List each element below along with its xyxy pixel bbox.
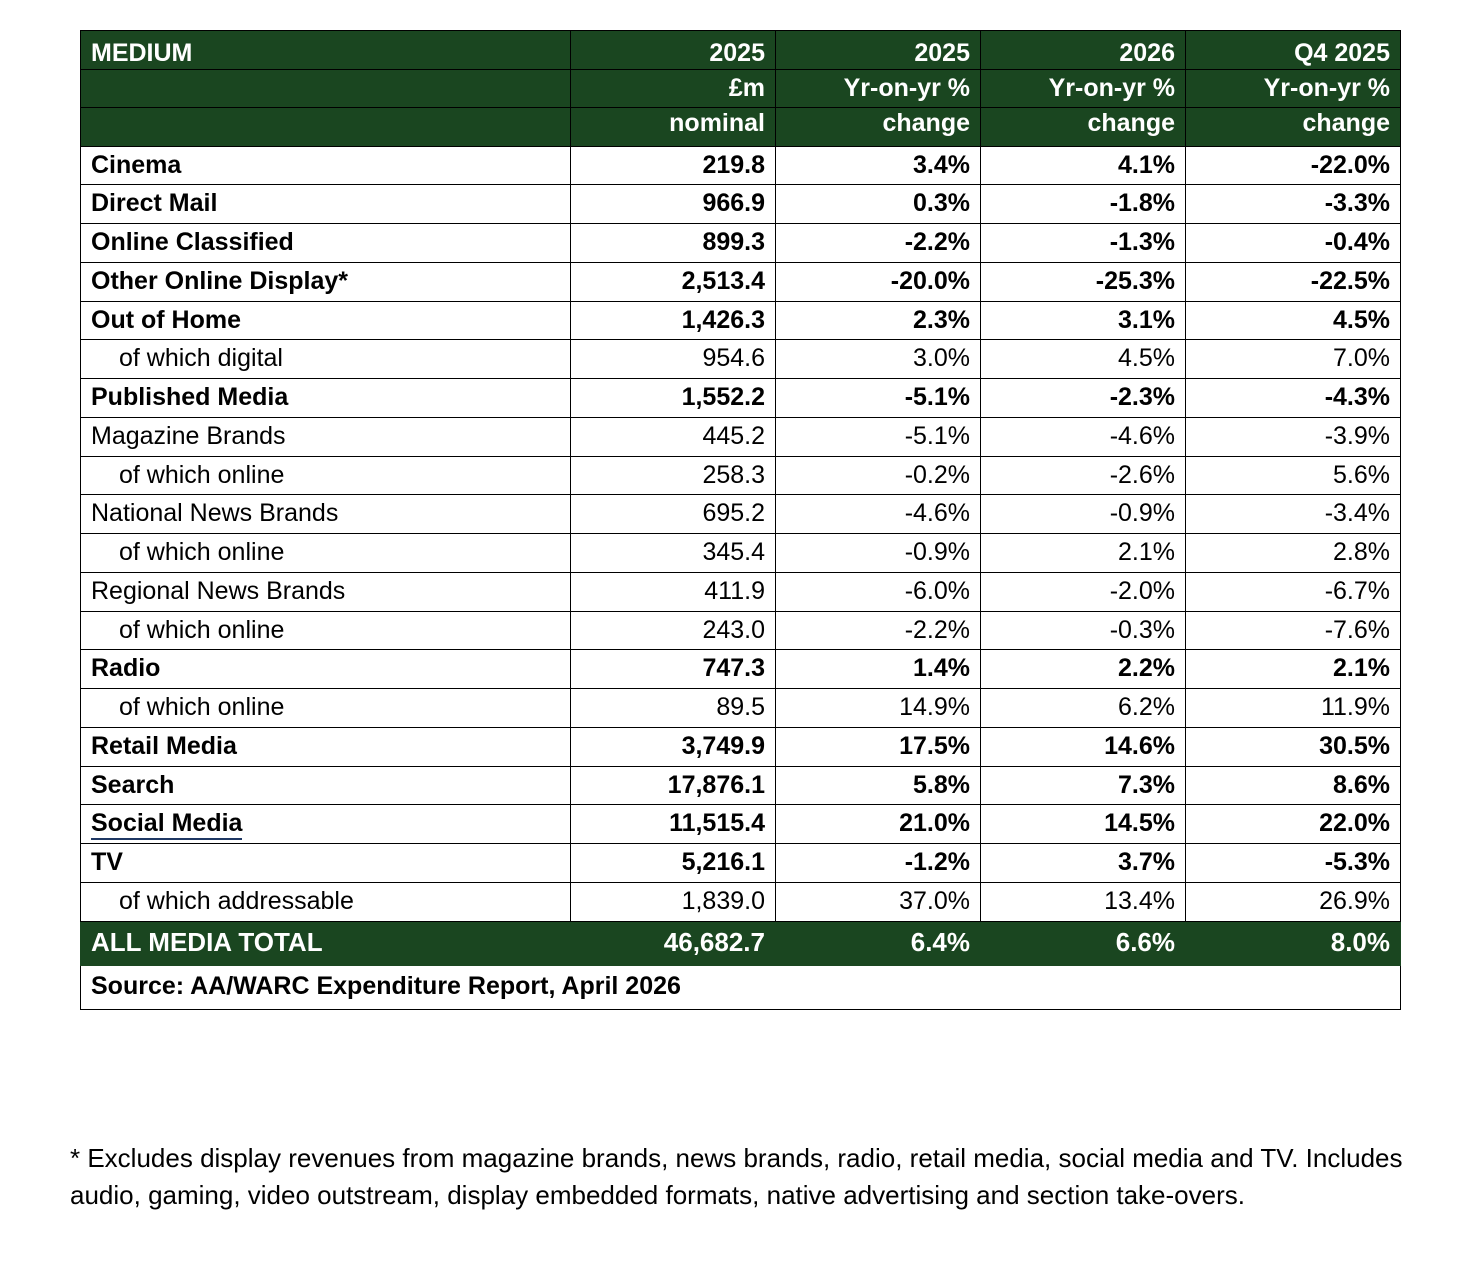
table-row [81, 689, 1401, 728]
row-value-nominal: 966.9 [571, 185, 776, 224]
row-value-yoy-q4: 26.9% [1186, 882, 1401, 921]
row-label-text: Social Media [91, 809, 242, 840]
header-change-2: change [981, 107, 1186, 146]
row-value-yoy-2026: 3.7% [981, 844, 1186, 883]
header-blank-2 [81, 107, 571, 146]
header-q4-2025-yoy-year: Q4 2025 [1186, 31, 1401, 70]
source-text: Source: AA/WARC Expenditure Report, April 2026 [81, 965, 1401, 1009]
row-value-nominal: 695.2 [571, 495, 776, 534]
row-value-yoy-2025: 3.0% [776, 340, 981, 379]
row-value-nominal: 89.5 [571, 689, 776, 728]
row-value-yoy-2025: -1.2% [776, 844, 981, 883]
row-value-yoy-2025: -5.1% [776, 379, 981, 418]
row-value-yoy-2025: 17.5% [776, 727, 981, 766]
row-value-nominal: 411.9 [571, 572, 776, 611]
row-value-yoy-q4: 30.5% [1186, 727, 1401, 766]
row-value-yoy-q4: 8.6% [1186, 766, 1401, 805]
row-value-nominal: 3,749.9 [571, 727, 776, 766]
header-2026-yoy-year: 2026 [981, 31, 1186, 70]
row-value-yoy-q4: -5.3% [1186, 844, 1401, 883]
row-value-nominal: 1,552.2 [571, 379, 776, 418]
row-label: Other Online Display* [81, 262, 571, 301]
header-change-3: change [1186, 107, 1401, 146]
row-value-yoy-q4: 11.9% [1186, 689, 1401, 728]
row-value-yoy-2026: -25.3% [981, 262, 1186, 301]
table-row [81, 185, 1401, 224]
row-value-yoy-q4: 22.0% [1186, 805, 1401, 844]
table-row [81, 882, 1401, 921]
row-label: Out of Home [81, 301, 571, 340]
row-value-yoy-q4: -3.9% [1186, 417, 1401, 456]
row-label: National News Brands [81, 495, 571, 534]
row-value-yoy-2025: -0.9% [776, 534, 981, 573]
row-label: of which online [81, 456, 571, 495]
row-label: Direct Mail [81, 185, 571, 224]
table-row [81, 456, 1401, 495]
expenditure-table-container [80, 30, 1400, 1010]
row-value-yoy-2025: -0.2% [776, 456, 981, 495]
row-value-yoy-2025: 37.0% [776, 882, 981, 921]
row-value-yoy-2025: 1.4% [776, 650, 981, 689]
table-row [81, 262, 1401, 301]
row-value-yoy-2025: 2.3% [776, 301, 981, 340]
header-yoy-pct-2: Yr-on-yr % [981, 69, 1186, 107]
row-value-yoy-2026: 2.1% [981, 534, 1186, 573]
row-value-yoy-q4: 4.5% [1186, 301, 1401, 340]
row-label: Cinema [81, 146, 571, 185]
row-value-yoy-q4: -4.3% [1186, 379, 1401, 418]
row-value-yoy-2026: -2.0% [981, 572, 1186, 611]
row-value-yoy-2025: 21.0% [776, 805, 981, 844]
row-value-yoy-2025: 5.8% [776, 766, 981, 805]
table-row [81, 495, 1401, 534]
row-label: of which addressable [81, 882, 571, 921]
row-value-yoy-q4: -3.3% [1186, 185, 1401, 224]
row-value-yoy-2025: 3.4% [776, 146, 981, 185]
table-header [81, 31, 1401, 147]
row-value-nominal: 445.2 [571, 417, 776, 456]
header-pounds-m: £m [571, 69, 776, 107]
row-label: of which digital [81, 340, 571, 379]
row-value-yoy-2026: 2.2% [981, 650, 1186, 689]
table-row [81, 766, 1401, 805]
header-row-3 [81, 107, 1401, 146]
row-value-yoy-q4: 5.6% [1186, 456, 1401, 495]
row-value-yoy-2026: -1.8% [981, 185, 1186, 224]
table-source-row [81, 965, 1401, 1009]
row-label: Radio [81, 650, 571, 689]
total-value-yoy-q4: 8.0% [1186, 921, 1401, 965]
row-value-nominal: 11,515.4 [571, 805, 776, 844]
row-label: Regional News Brands [81, 572, 571, 611]
row-value-yoy-q4: -22.0% [1186, 146, 1401, 185]
row-label: Magazine Brands [81, 417, 571, 456]
row-value-yoy-2026: 4.1% [981, 146, 1186, 185]
row-value-yoy-2025: -2.2% [776, 611, 981, 650]
row-label: of which online [81, 689, 571, 728]
footnote: * Excludes display revenues from magazine brands, news brands, radio, retail media, social media and TV. Includes audio, gaming, video outstream, display embedded formats, native advertising and section take-overs. [70, 1143, 1403, 1210]
row-value-yoy-2026: 4.5% [981, 340, 1186, 379]
row-value-yoy-2025: 0.3% [776, 185, 981, 224]
row-label: of which online [81, 534, 571, 573]
row-value-yoy-2026: -2.3% [981, 379, 1186, 418]
row-label: of which online [81, 611, 571, 650]
row-value-nominal: 243.0 [571, 611, 776, 650]
row-value-yoy-2026: -0.3% [981, 611, 1186, 650]
header-medium: MEDIUM [81, 31, 571, 70]
header-yoy-pct-3: Yr-on-yr % [1186, 69, 1401, 107]
table-body [81, 146, 1401, 1009]
row-label: Retail Media [81, 727, 571, 766]
row-label: TV [81, 844, 571, 883]
row-value-yoy-2026: 3.1% [981, 301, 1186, 340]
row-value-nominal: 17,876.1 [571, 766, 776, 805]
header-2025-yoy-year: 2025 [776, 31, 981, 70]
total-value-yoy-2025: 6.4% [776, 921, 981, 965]
row-label: Online Classified [81, 224, 571, 263]
row-label: Published Media [81, 379, 571, 418]
row-label: Search [81, 766, 571, 805]
row-value-yoy-q4: -6.7% [1186, 572, 1401, 611]
row-value-nominal: 1,839.0 [571, 882, 776, 921]
table-row [81, 379, 1401, 418]
row-value-nominal: 899.3 [571, 224, 776, 263]
row-value-nominal: 219.8 [571, 146, 776, 185]
row-value-yoy-q4: -0.4% [1186, 224, 1401, 263]
row-value-nominal: 954.6 [571, 340, 776, 379]
total-label: ALL MEDIA TOTAL [81, 921, 571, 965]
row-value-yoy-q4: 2.8% [1186, 534, 1401, 573]
table-row [81, 572, 1401, 611]
row-label [81, 805, 571, 844]
row-value-yoy-2026: -1.3% [981, 224, 1186, 263]
row-value-nominal: 258.3 [571, 456, 776, 495]
row-value-nominal: 345.4 [571, 534, 776, 573]
row-value-yoy-2025: 14.9% [776, 689, 981, 728]
row-value-yoy-2025: -5.1% [776, 417, 981, 456]
header-2025-nominal-year: 2025 [571, 31, 776, 70]
row-value-yoy-2026: -2.6% [981, 456, 1186, 495]
table-row [81, 805, 1401, 844]
row-value-yoy-2026: 7.3% [981, 766, 1186, 805]
table-row [81, 727, 1401, 766]
row-value-yoy-q4: 2.1% [1186, 650, 1401, 689]
table-row [81, 650, 1401, 689]
row-value-yoy-q4: 7.0% [1186, 340, 1401, 379]
row-value-yoy-q4: -3.4% [1186, 495, 1401, 534]
header-blank-1 [81, 69, 571, 107]
row-value-yoy-2026: -0.9% [981, 495, 1186, 534]
table-row [81, 844, 1401, 883]
table-row [81, 340, 1401, 379]
row-value-nominal: 5,216.1 [571, 844, 776, 883]
row-value-yoy-2025: -2.2% [776, 224, 981, 263]
total-value-nominal: 46,682.7 [571, 921, 776, 965]
row-value-yoy-2026: 13.4% [981, 882, 1186, 921]
row-value-yoy-q4: -7.6% [1186, 611, 1401, 650]
table-row [81, 611, 1401, 650]
table-row [81, 146, 1401, 185]
row-value-yoy-q4: -22.5% [1186, 262, 1401, 301]
row-value-yoy-2025: -20.0% [776, 262, 981, 301]
header-row-2 [81, 69, 1401, 107]
table-total-row [81, 921, 1401, 965]
row-value-yoy-2025: -6.0% [776, 572, 981, 611]
row-value-nominal: 1,426.3 [571, 301, 776, 340]
header-row-1 [81, 31, 1401, 70]
header-yoy-pct-1: Yr-on-yr % [776, 69, 981, 107]
total-value-yoy-2026: 6.6% [981, 921, 1186, 965]
header-nominal: nominal [571, 107, 776, 146]
row-value-yoy-2026: 14.5% [981, 805, 1186, 844]
table-row [81, 301, 1401, 340]
row-value-yoy-2026: -4.6% [981, 417, 1186, 456]
row-value-nominal: 747.3 [571, 650, 776, 689]
table-row [81, 224, 1401, 263]
table-row [81, 534, 1401, 573]
row-value-nominal: 2,513.4 [571, 262, 776, 301]
row-value-yoy-2025: -4.6% [776, 495, 981, 534]
table-row [81, 417, 1401, 456]
media-expenditure-table [80, 30, 1401, 1010]
header-change-1: change [776, 107, 981, 146]
row-value-yoy-2026: 6.2% [981, 689, 1186, 728]
row-value-yoy-2026: 14.6% [981, 727, 1186, 766]
